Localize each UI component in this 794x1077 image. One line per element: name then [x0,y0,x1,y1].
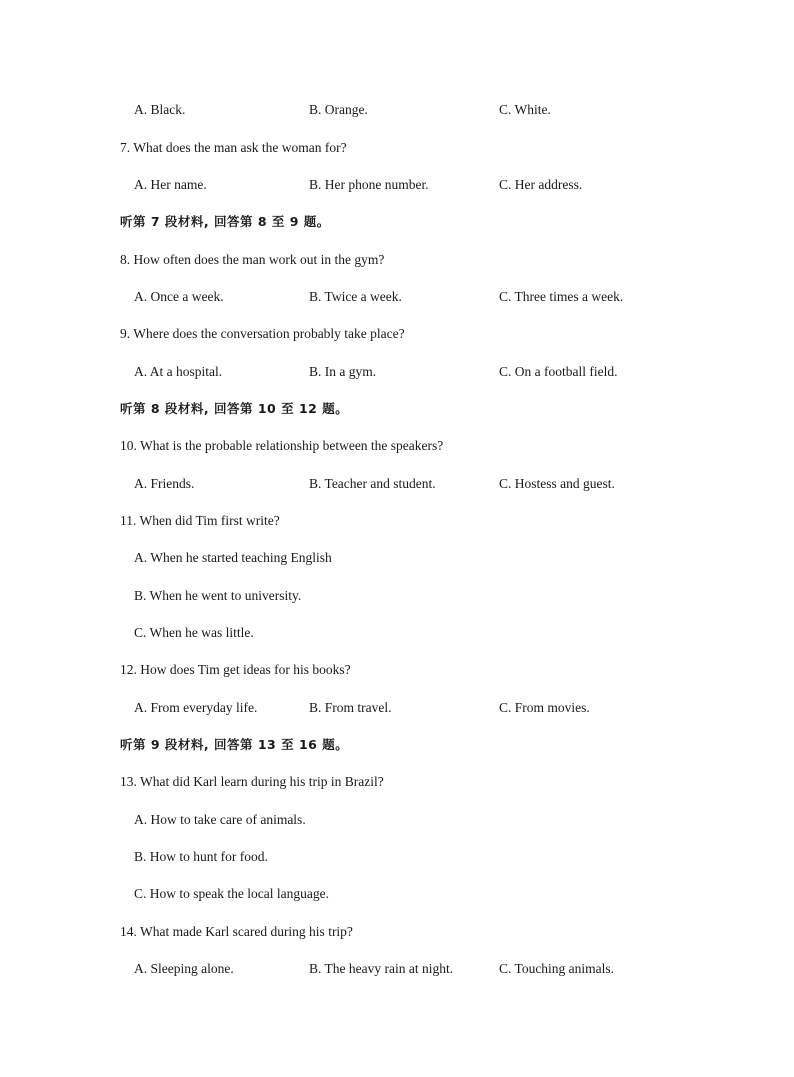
option-b: B. Twice a week. [309,289,402,304]
question-12 [0,660,794,680]
options-row [0,362,794,382]
option-a: A. When he started teaching English [134,550,332,565]
options-row [0,959,794,979]
option-a: A. Friends. [134,476,195,491]
option-b: B. Teacher and student. [309,476,436,491]
option-row [0,884,794,904]
option-row [0,847,794,867]
options-row [0,175,794,195]
option-b: B. How to hunt for food. [134,849,268,864]
question-text: 13. What did Karl learn during his trip in Brazil? [120,774,384,789]
question-text: 8. How often does the man work out in the gym? [120,252,385,267]
option-a: A. At a hospital. [134,364,223,379]
option-b: B. When he went to university. [134,588,302,603]
option-b: B. From travel. [309,700,392,715]
options-row [0,698,794,718]
option-row [0,586,794,606]
question-7 [0,138,794,158]
option-c: C. Her address. [499,177,583,192]
options-row [0,474,794,494]
section-heading [0,399,794,419]
option-a: A. From everyday life. [134,700,258,715]
option-row [0,548,794,568]
option-a: A. Once a week. [134,289,224,304]
option-row [0,623,794,643]
section-heading-text: 听第 9 段材料, 回答第 13 至 16 题。 [120,737,349,752]
question-text: 7. What does the man ask the woman for? [120,140,347,155]
section-heading-text: 听第 7 段材料, 回答第 8 至 9 题。 [120,214,330,229]
question-11 [0,511,794,531]
question-text: 11. When did Tim first write? [120,513,280,528]
question-text: 14. What made Karl scared during his trip? [120,924,353,939]
question-14 [0,922,794,942]
question-text: 10. What is the probable relationship between the speakers? [120,438,444,453]
option-c: C. On a football field. [499,364,618,379]
options-row [0,287,794,307]
question-13 [0,772,794,792]
options-row [0,100,794,120]
option-a: A. Sleeping alone. [134,961,234,976]
option-a: A. Black. [134,102,186,117]
question-9 [0,324,794,344]
option-a: A. How to take care of animals. [134,812,306,827]
question-10 [0,436,794,456]
option-a: A. Her name. [134,177,207,192]
option-c: C. Touching animals. [499,961,615,976]
option-c: C. Hostess and guest. [499,476,615,491]
option-b: B. Orange. [309,102,368,117]
section-heading [0,735,794,755]
option-c: C. How to speak the local language. [134,886,329,901]
section-heading [0,212,794,232]
option-b: B. Her phone number. [309,177,429,192]
question-8 [0,250,794,270]
option-b: B. The heavy rain at night. [309,961,454,976]
option-c: C. Three times a week. [499,289,624,304]
option-c: C. When he was little. [134,625,254,640]
question-text: 9. Where does the conversation probably take place? [120,326,405,341]
option-c: C. White. [499,102,551,117]
question-text: 12. How does Tim get ideas for his books? [120,662,351,677]
option-b: B. In a gym. [309,364,377,379]
option-c: C. From movies. [499,700,590,715]
section-heading-text: 听第 8 段材料, 回答第 10 至 12 题。 [120,401,349,416]
option-row [0,810,794,830]
